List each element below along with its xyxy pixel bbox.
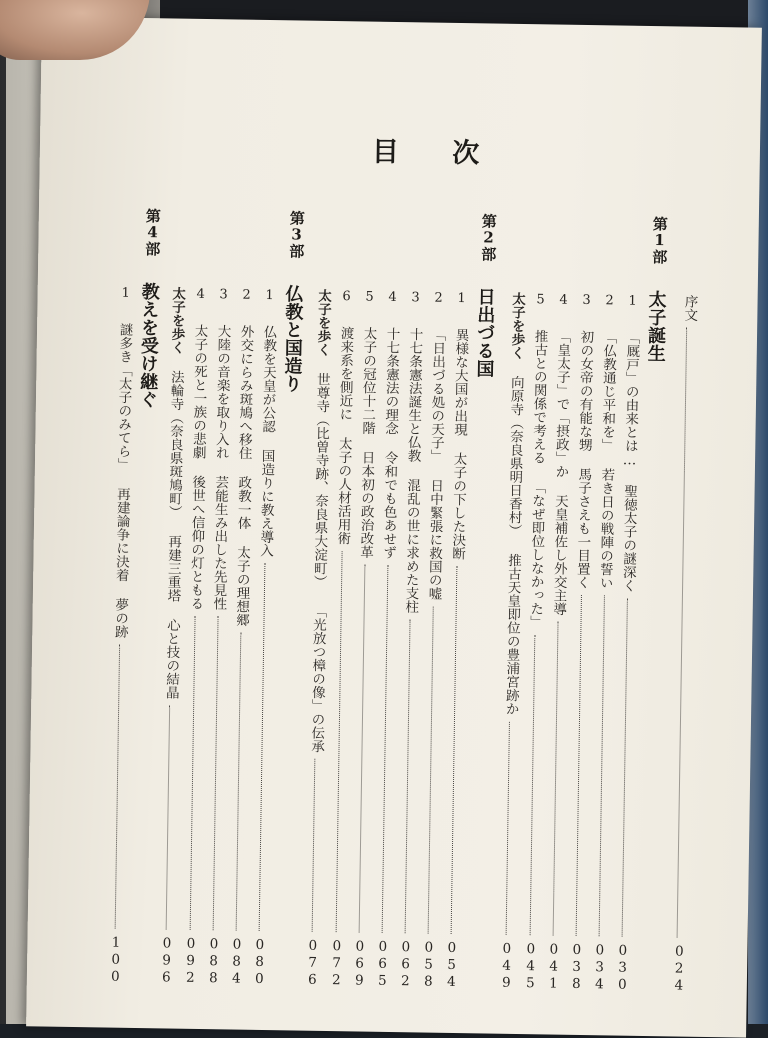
toc-entry-1-5 xyxy=(522,292,547,992)
toc-entry-1-3 xyxy=(568,293,593,993)
entry-text: 仏教を天皇が公認 国造りに教え導入 xyxy=(257,324,277,558)
page-number: 049 xyxy=(498,940,516,992)
leader-dots xyxy=(258,563,265,931)
walk-label: 太子を歩く xyxy=(168,286,186,355)
entry-text: 初の女帝の有能な甥 馬子さえも一目置く xyxy=(573,329,594,590)
leader-dots xyxy=(621,598,627,936)
entry-text: 大陸の音楽を取り入れ 芸能生み出した先見性 xyxy=(210,324,231,611)
entry-text: 外交にらみ斑鳩へ移住 政教一体 太子の理想郷 xyxy=(232,324,254,627)
entry-number: 6 xyxy=(338,289,355,305)
toc-page xyxy=(26,16,762,1037)
toc-entry-3-3 xyxy=(205,287,230,987)
page-number: 054 xyxy=(443,939,461,992)
leader-dots xyxy=(358,565,365,933)
leader-dots xyxy=(427,606,433,933)
entry-text: 異様な大国が出現 太子の下した決断 xyxy=(448,327,469,561)
part-label-1: 第1部 xyxy=(650,215,669,265)
page-number: 024 xyxy=(670,943,688,995)
page-number: 062 xyxy=(397,939,415,991)
page-number: 038 xyxy=(568,941,586,994)
entry-text: 「厩戸」の由来とは… 聖徳太子の謎深く xyxy=(619,330,640,593)
entry-text: 謎多き「太子のみてら」 再建論争に決着 夢の跡 xyxy=(111,322,133,639)
toc-entry-preface xyxy=(667,294,696,994)
entry-number: 2 xyxy=(430,290,447,306)
entry-number: 2 xyxy=(601,293,618,309)
part-label-3: 第3部 xyxy=(287,210,306,259)
toc-entry-2-4 xyxy=(374,290,399,990)
toc-entry-3-4 xyxy=(182,287,207,987)
page-number: 084 xyxy=(228,936,246,988)
entry-number: 1 xyxy=(453,290,470,307)
page-number: 076 xyxy=(304,937,322,989)
leader-dots xyxy=(235,633,241,931)
toc-entry-1-2 xyxy=(591,293,616,993)
leader-dots xyxy=(450,566,457,934)
toc-entry-4-1 xyxy=(107,286,132,986)
part-label-2: 第2部 xyxy=(479,213,498,262)
entry-text: 推古との関係で考える 「なぜ即位しなかった」 xyxy=(526,329,548,629)
toc-entry-2-2 xyxy=(420,291,445,991)
entry-number: 1 xyxy=(262,287,278,304)
toc-entry-1-walk xyxy=(498,291,526,992)
walk-label: 太子を歩く xyxy=(314,288,332,357)
leader-dots xyxy=(114,644,119,928)
entry-text: 「日出づる処の天子」 日中緊張に救国の嘘 xyxy=(425,327,446,601)
part-title-2: 日出づる国 xyxy=(473,287,496,378)
entry-number: 4 xyxy=(193,286,209,303)
toc-entry-3-walk xyxy=(158,286,186,987)
leader-dots xyxy=(552,622,558,936)
page-number: 030 xyxy=(614,942,631,994)
page-number: 065 xyxy=(374,938,392,990)
page-number: 092 xyxy=(182,935,200,987)
entry-number: 4 xyxy=(555,292,572,308)
leader-dots xyxy=(404,619,410,933)
entry-number: 3 xyxy=(578,292,595,309)
entry-number: 3 xyxy=(407,290,424,306)
page-number: 072 xyxy=(328,938,346,990)
entry-text: 法輪寺（奈良県斑鳩町） 再建三重塔 心と技の結晶 xyxy=(162,369,184,700)
toc-entry-1-1 xyxy=(614,294,639,994)
toc-entry-3-2 xyxy=(228,288,253,988)
page-number: 034 xyxy=(591,942,609,994)
page-number: 100 xyxy=(107,934,125,986)
leader-dots xyxy=(506,721,510,934)
entry-text: 「皇太子」で「摂政」か 天皇補佐し外交主導 xyxy=(550,329,571,616)
preface-label: 序文 xyxy=(681,294,698,322)
page-number: 041 xyxy=(545,941,563,993)
part-title-3: 仏教と国造り xyxy=(281,284,304,393)
leader-dots xyxy=(166,705,171,929)
toc-entry-1-4 xyxy=(545,293,570,993)
entry-text: 向原寺（奈良県明日香村） 推古天皇即位の豊浦宮跡か xyxy=(502,375,524,716)
page-number: 058 xyxy=(420,939,438,991)
leader-dots xyxy=(335,551,342,932)
entry-number: 1 xyxy=(118,285,134,301)
entry-text: 十七条憲法誕生と仏教 混乱の世に求めた支柱 xyxy=(402,327,423,614)
page-number: 069 xyxy=(351,938,369,990)
entry-text: 「仏教通じ平和を」 若き日の戦陣の誓い xyxy=(596,330,617,590)
leader-dots xyxy=(212,616,218,930)
leader-dots xyxy=(312,759,316,932)
entry-number: 5 xyxy=(361,289,378,305)
leader-dots xyxy=(676,328,687,938)
toc-entry-2-5 xyxy=(351,289,376,989)
entry-number: 1 xyxy=(624,293,641,309)
part-label-4: 第4部 xyxy=(143,208,162,257)
entry-text: 十七条憲法の理念 令和でも色あせず xyxy=(379,326,400,560)
toc-entry-3-1 xyxy=(251,288,276,988)
toc-entry-2-6 xyxy=(328,289,353,989)
walk-label: 太子を歩く xyxy=(508,291,526,360)
toc-entry-2-walk xyxy=(304,288,332,989)
leader-dots xyxy=(189,616,195,930)
leader-dots xyxy=(529,635,535,935)
entry-text: 太子の死と一族の悲劇 後世へ信仰の灯ともる xyxy=(187,323,208,611)
entry-text: 太子の冠位十二階 日本初の政治改革 xyxy=(357,326,377,559)
entry-number: 2 xyxy=(239,287,255,303)
page-number: 045 xyxy=(522,941,540,993)
leader-dots xyxy=(381,565,388,933)
entry-text: 世尊寺（比曽寺跡、奈良県大淀町） 「光放つ樟の像」の伝承 xyxy=(307,372,330,753)
part-title-1: 太子誕生 xyxy=(644,289,667,363)
toc-entry-2-3 xyxy=(397,290,422,990)
part-title-4: 教えを受け継ぐ xyxy=(136,281,160,409)
page-title: 目 次 xyxy=(371,136,502,170)
page-number: 088 xyxy=(205,936,223,988)
page-number: 080 xyxy=(251,936,269,989)
entry-number: 3 xyxy=(216,287,232,303)
entry-number: 5 xyxy=(532,292,549,308)
toc-entry-2-1 xyxy=(443,291,468,991)
page-number: 096 xyxy=(158,935,176,987)
leader-dots xyxy=(598,595,604,936)
leader-dots xyxy=(575,595,581,936)
entry-text: 渡来系を側近に 太子の人材活用術 xyxy=(334,326,354,545)
entry-number: 4 xyxy=(384,289,401,306)
